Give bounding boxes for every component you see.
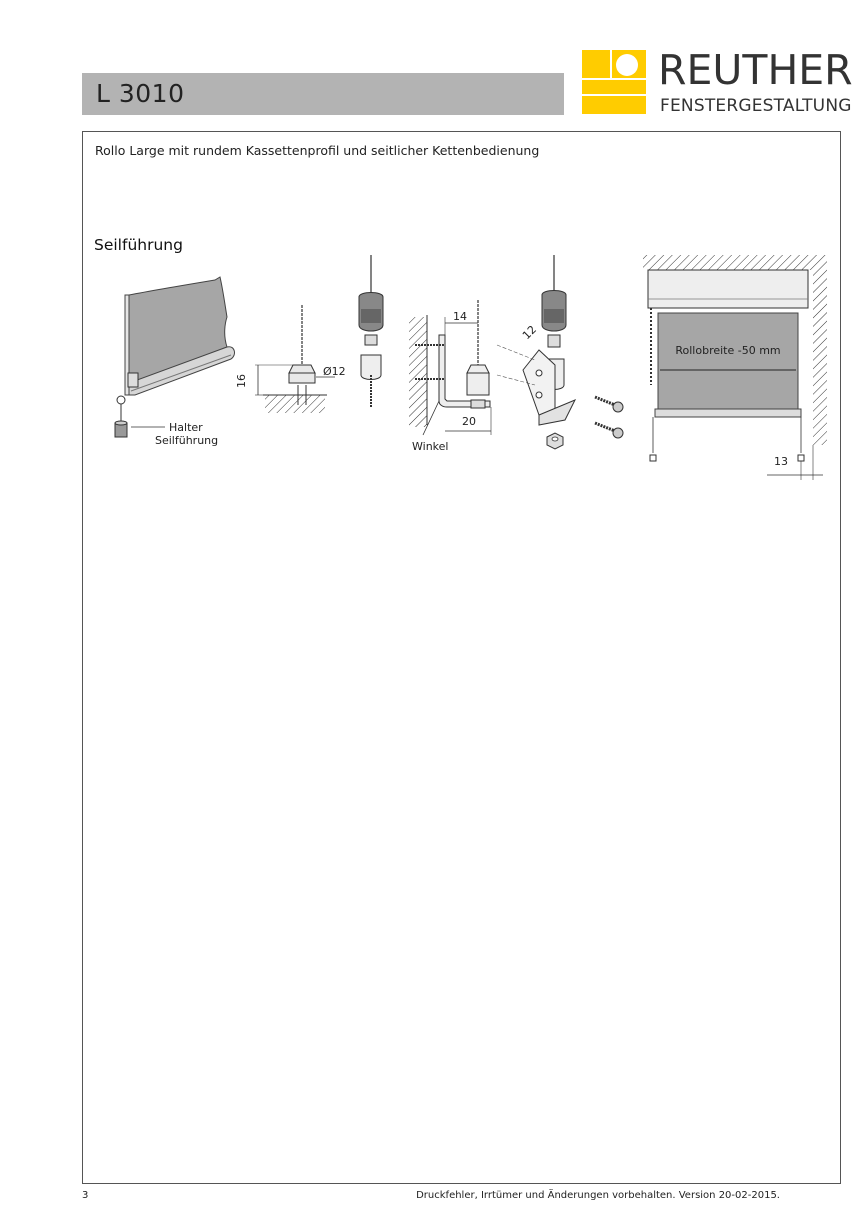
- figure-exploded-bracket: [497, 255, 623, 449]
- dim-20: 20: [462, 415, 476, 428]
- label-halter: Halter: [169, 421, 203, 434]
- dim-13: 13: [774, 455, 788, 468]
- label-seilfuehrung: Seilführung: [155, 434, 219, 447]
- footer-disclaimer: Druckfehler, Irrtümer und Änderungen vorbehalten. Version 20-02-2015.: [416, 1190, 780, 1201]
- seilfuehrung-drawings: [95, 255, 835, 490]
- header-bar: [82, 73, 564, 115]
- product-description: Rollo Large mit rundem Kassettenprofil und seitlicher Kettenbedienung: [95, 143, 540, 158]
- page-number: 3: [82, 1190, 89, 1201]
- dim-16: 16: [235, 374, 248, 388]
- document-title: L 3010: [96, 79, 185, 108]
- logo-wordmark: REUTHER: [658, 46, 853, 94]
- figure-floor-mount: [235, 255, 383, 413]
- dim-14: 14: [453, 310, 467, 323]
- logo-subline: FENSTERGESTALTUNG: [660, 96, 852, 116]
- dim-12: 12: [519, 323, 540, 343]
- label-rollobreite: Rollobreite -50 mm: [675, 344, 781, 357]
- section-title: Seilführung: [94, 236, 183, 254]
- dim-d12: Ø12: [323, 365, 346, 378]
- figure-winkel: [409, 300, 491, 453]
- reuther-logo: [582, 46, 853, 118]
- figure-front-view: [643, 255, 827, 480]
- label-winkel: Winkel: [412, 440, 449, 453]
- logo-mark: [582, 50, 646, 114]
- figure-halter: [115, 277, 234, 447]
